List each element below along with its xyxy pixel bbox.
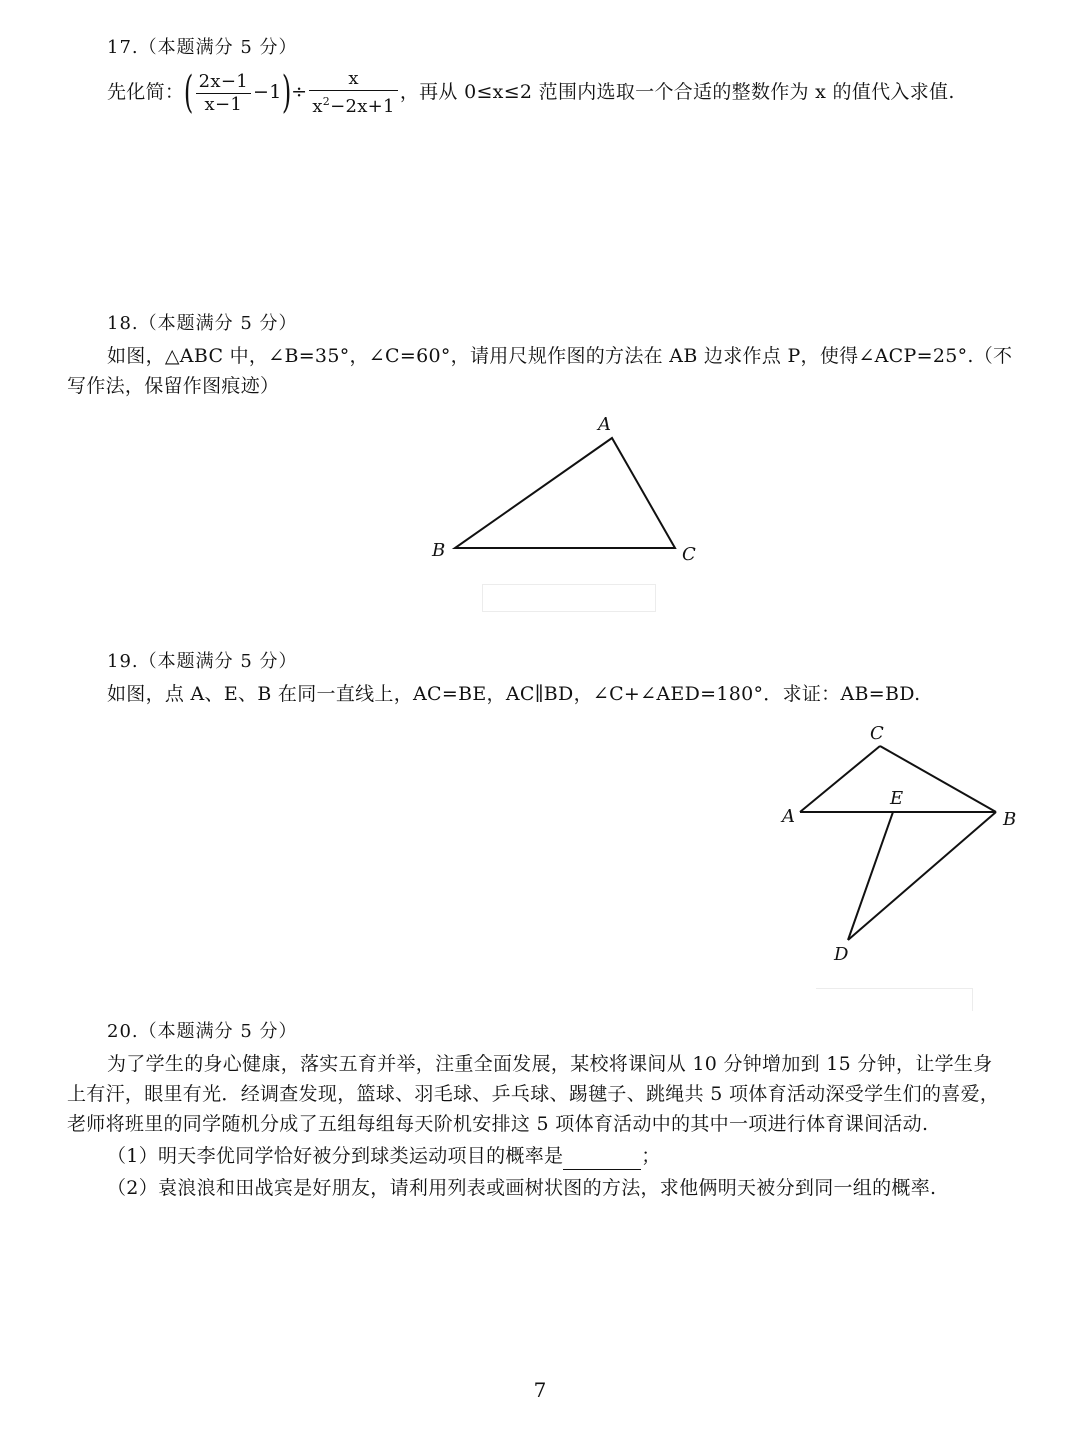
q20-line-3: 老师将班里的同学随机分成了五组每组每天阶机安排这 5 项体育活动中的其中一项进行体育课间活动. xyxy=(67,1113,929,1135)
q17-frac2-numerator: x xyxy=(309,68,398,91)
label-c: C xyxy=(682,544,696,565)
label-a: A xyxy=(598,414,611,435)
q17-frac2-den-rest: −2x+1 xyxy=(330,96,395,117)
q17-frac2-den-exponent: 2 xyxy=(322,95,331,108)
label-e: E xyxy=(890,788,904,809)
label-d: D xyxy=(834,944,849,965)
q19-line-1: 如图，点 A、E、B 在同一直线上，AC=BE，AC∥BD，∠C+∠AED=180°．求证：AB=BD. xyxy=(107,683,921,705)
label-b: B xyxy=(1003,809,1017,830)
q17-frac2-den-base: x xyxy=(312,96,323,117)
q20-line-2: 上有汗，眼里有光．经调查发现，篮球、羽毛球、乒乓球、踢毽子、跳绳共 5 项体育活动深受学生们的喜爱， xyxy=(67,1083,1000,1105)
label-c: C xyxy=(870,723,884,744)
q18-header: 18.（本题满分 5 分） xyxy=(107,313,298,334)
q19-header: 19.（本题满分 5 分） xyxy=(107,651,298,672)
page-number: 7 xyxy=(533,1378,547,1402)
q20-sub1-text: （1）明天李优同学恰好被分到球类运动项目的概率是 xyxy=(107,1145,564,1167)
q17-frac1-denominator: x−1 xyxy=(204,93,243,115)
q20-sub-2: （2）袁浪浪和田战宾是好朋友，请利用列表或画树状图的方法，求他俩明天被分到同一组的概率. xyxy=(107,1177,937,1199)
q18-line-1: 如图，△ABC 中，∠B=35°，∠C=60°，请用尺规作图的方法在 AB 边求作点 P，使得∠ACP=25°.（不 xyxy=(107,345,1013,367)
segment-ac xyxy=(800,746,880,812)
q20-line-1: 为了学生的身心健康，落实五育并举，注重全面发展，某校将课间从 10 分钟增加到 15 分钟，让学生身 xyxy=(107,1053,993,1075)
q20-sub1-end: ； xyxy=(641,1145,661,1167)
q20-sub-1 xyxy=(107,1142,661,1170)
q20-header: 20.（本题满分 5 分） xyxy=(107,1021,298,1042)
q17-tail: ，再从 0≤x≤2 范围内选取一个合适的整数作为 x 的值代入求值. xyxy=(399,81,955,103)
label-b: B xyxy=(432,540,446,561)
left-paren: ( xyxy=(184,67,194,118)
q17-frac1-numerator: 2x−1 xyxy=(196,71,251,94)
q17-div-sign: ÷ xyxy=(291,81,308,103)
q18-line-2: 写作法，保留作图痕迹） xyxy=(67,375,280,397)
q17-minus-one: −1 xyxy=(253,81,282,103)
faint-box-2 xyxy=(816,988,973,1011)
q17-intro: 先化简： xyxy=(107,81,185,103)
right-paren: ) xyxy=(281,67,292,118)
answer-blank xyxy=(563,1149,641,1170)
label-a: A xyxy=(782,806,795,827)
q17-header: 17.（本题满分 5 分） xyxy=(107,37,298,58)
